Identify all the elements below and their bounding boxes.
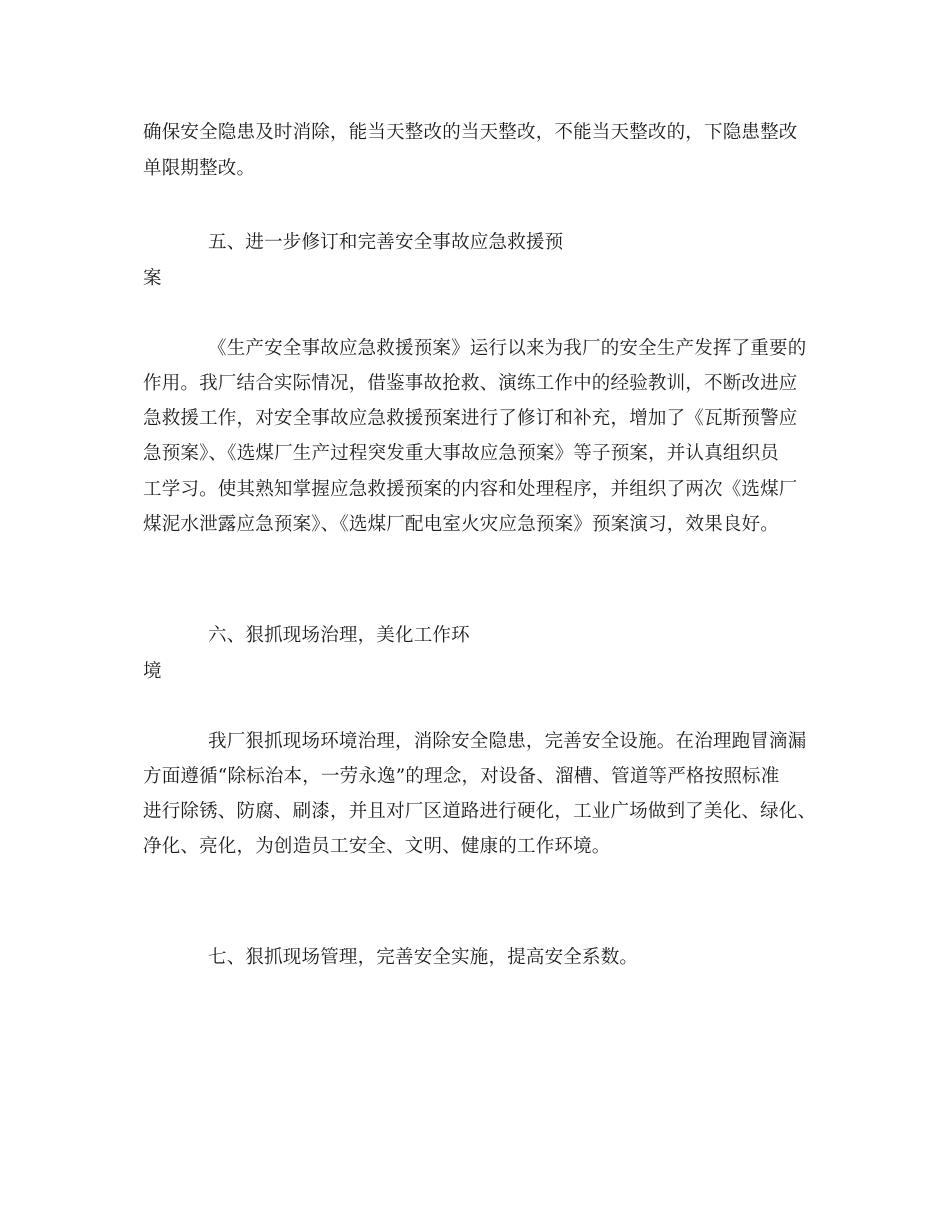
paragraph-line: 急救援工作，对安全事故应急救援预案进行了修订和补充，增加了《瓦斯预警应 (143, 408, 798, 429)
section-heading: 六、狠抓现场治理，美化工作环 (208, 625, 470, 646)
paragraph-line: 进行除锈、防腐、刷漆，并且对厂区道路进行硬化，工业广场做到了美化、绿化、 (143, 801, 817, 822)
paragraph-line: 《生产安全事故应急救援预案》运行以来为我厂的安全生产发挥了重要的 (208, 338, 807, 359)
paragraph-line: 煤泥水泄露应急预案》、《选煤厂配电室火灾应急预案》预案演习，效果良好。 (143, 514, 780, 535)
paragraph-line: 单限期整改。 (143, 158, 256, 179)
paragraph-line: 方面遵循“除标治本，一劳永逸”的理念，对设备、溜槽、管道等严格按照标准 (143, 766, 780, 787)
section-heading-continuation: 案 (143, 268, 162, 289)
paragraph-line: 我厂狠抓现场环境治理，消除安全隐患，完善安全设施。在治理跑冒滴漏 (208, 731, 807, 752)
paragraph-line: 工学习。使其熟知掌握应急救援预案的内容和处理程序，并组织了两次《选煤厂 (143, 479, 798, 500)
section-heading: 五、进一步修订和完善安全事故应急救援预 (208, 232, 564, 253)
section-heading-continuation: 境 (143, 661, 162, 682)
paragraph-line: 净化、亮化，为创造员工安全、文明、健康的工作环境。 (143, 836, 611, 857)
paragraph-line: 作用。我厂结合实际情况，借鉴事故抢救、演练工作中的经验教训，不断改进应 (143, 373, 798, 394)
paragraph-line: 急预案》、《选煤厂生产过程突发重大事故应急预案》等子预案，并认真组织员 (143, 443, 780, 464)
paragraph-line: 确保安全隐患及时消除，能当天整改的当天整改，不能当天整改的，下隐患整改 (143, 122, 798, 143)
section-heading: 七、狠抓现场管理，完善安全实施，提高安全系数。 (208, 947, 639, 968)
